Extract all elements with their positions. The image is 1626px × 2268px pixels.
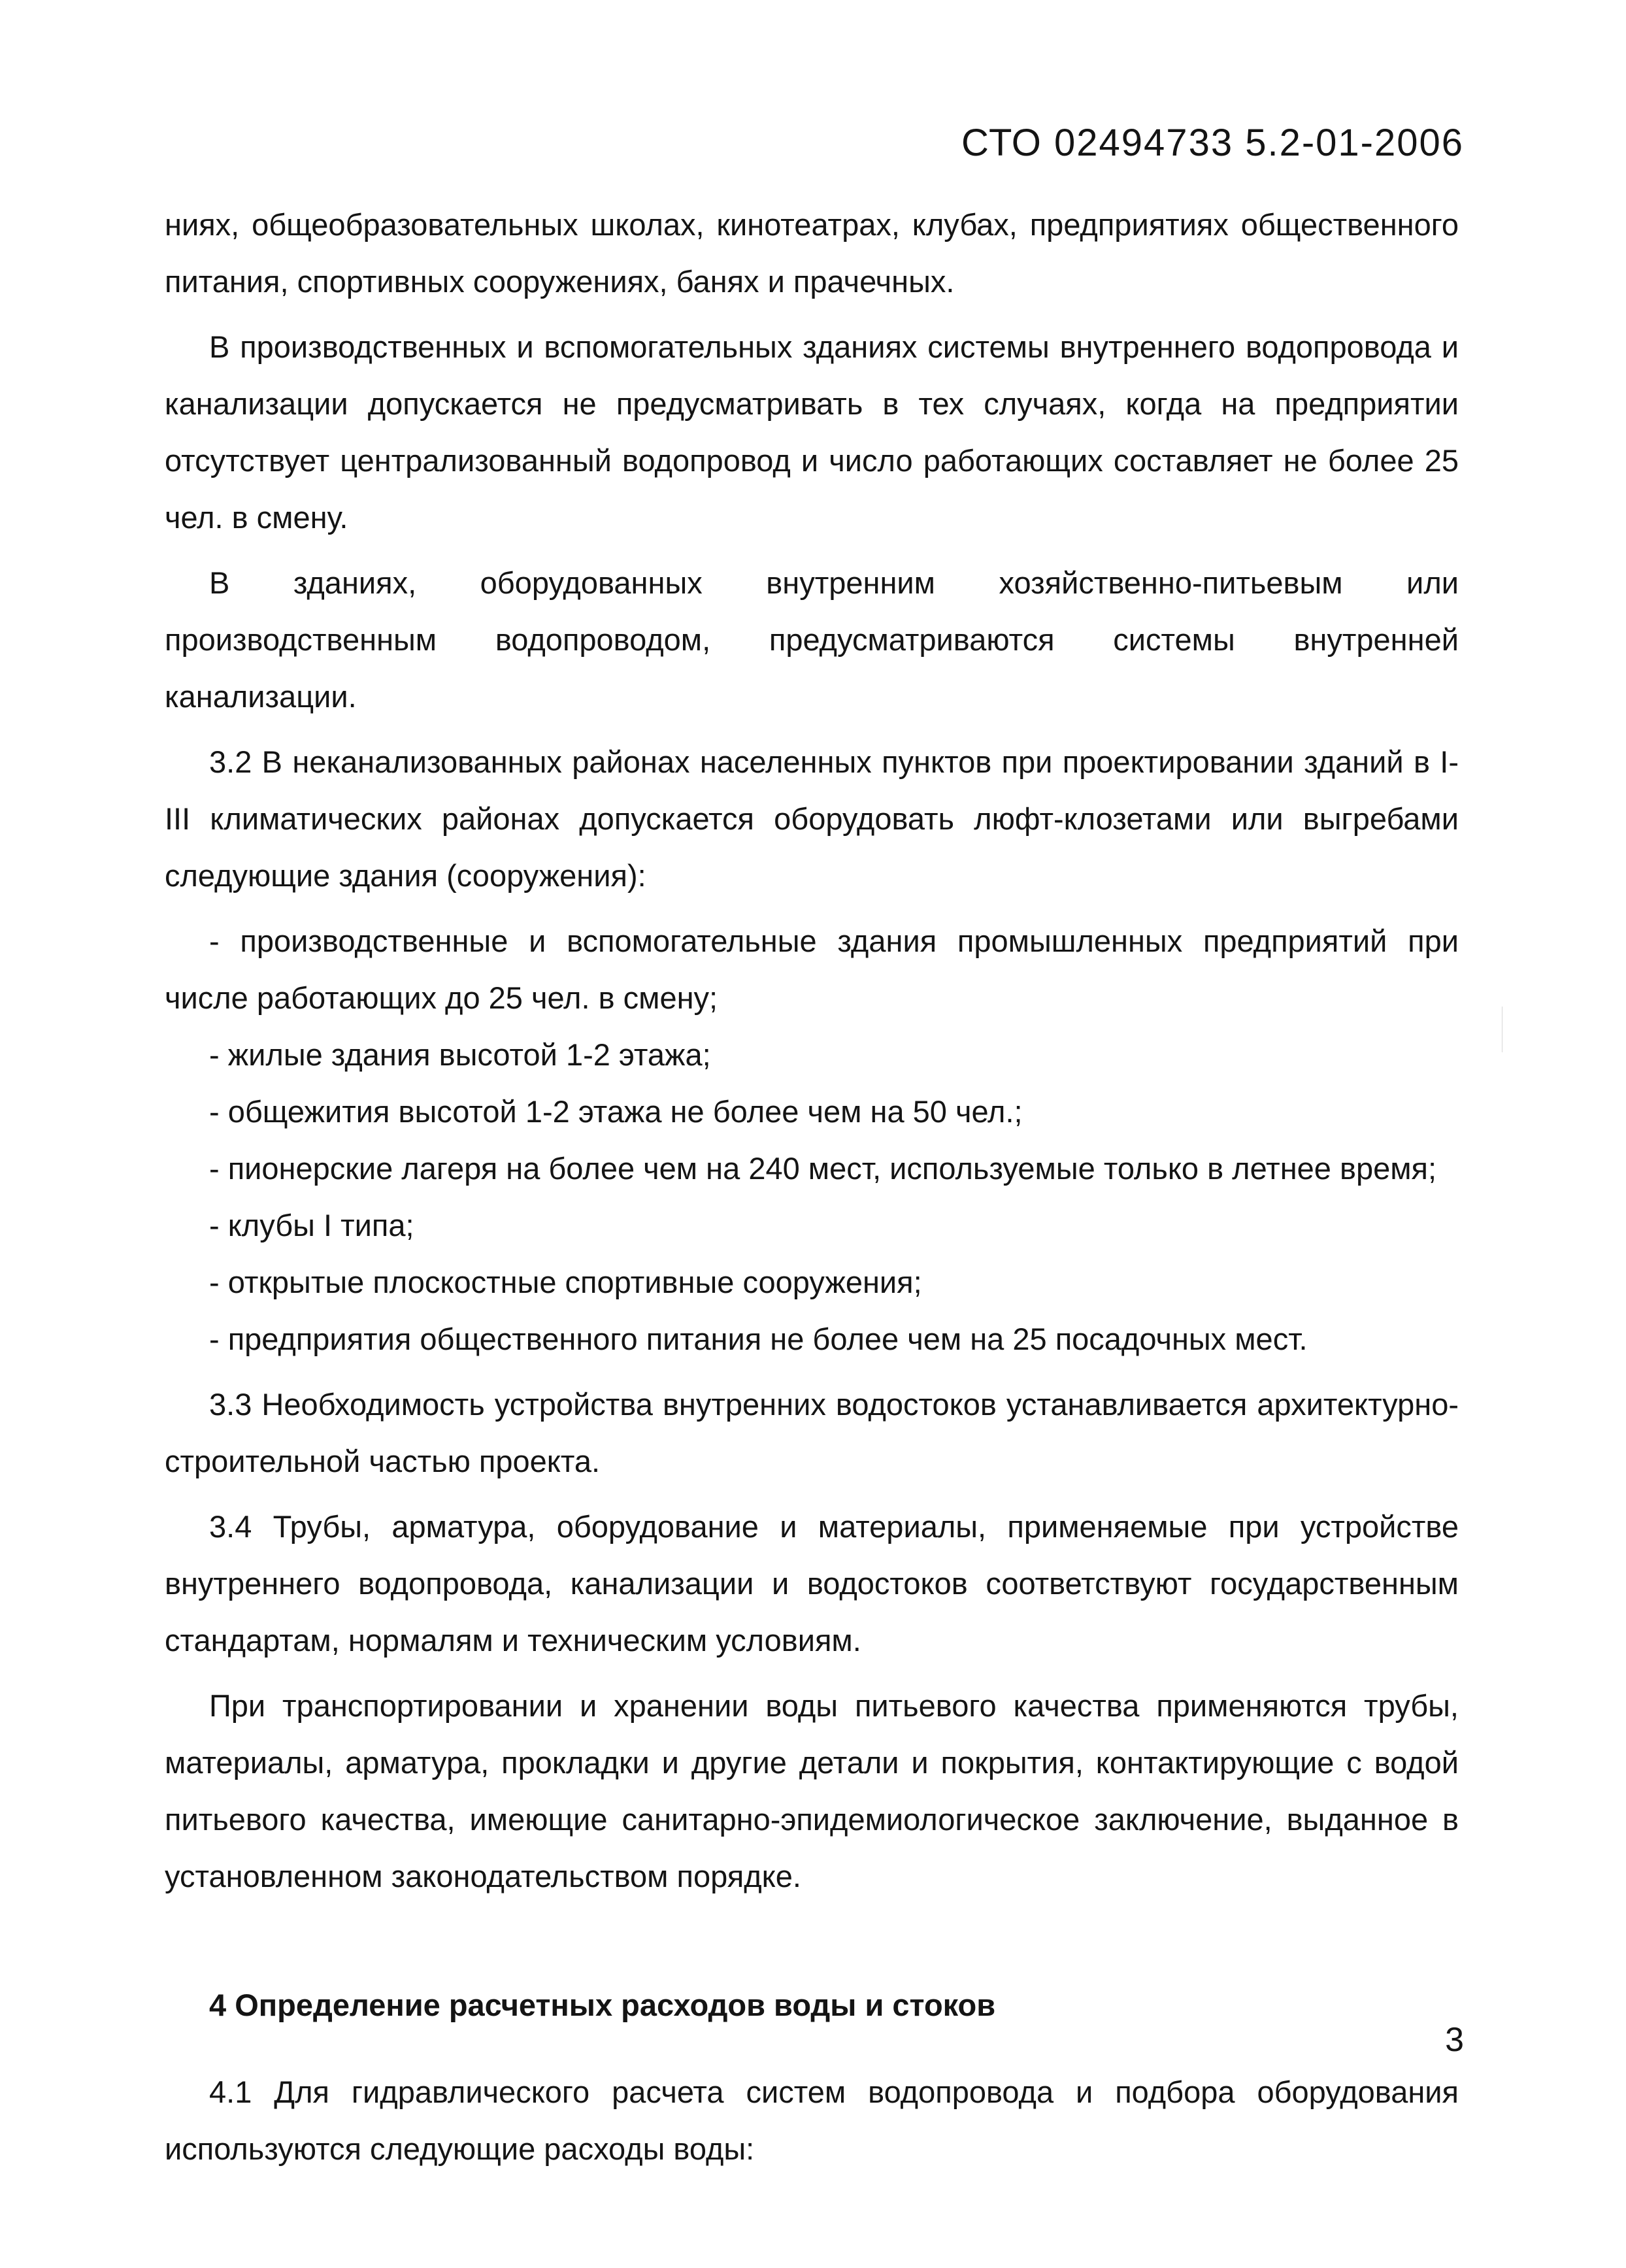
- paragraph-continuation: ниях, общеобразовательных школах, кинотеатрах, клубах, предприятиях общественного питания, спортивных сооружениях, банях и прачечных.: [165, 207, 1459, 299]
- paragraph-clause-3-2: 3.2 В неканализованных районах населенных пунктов при проектировании зданий в I-III климатических районах допускается оборудовать люфт-клозетами или выгребами следующие здания (сооружения):: [165, 744, 1459, 893]
- section-heading: 4 Определение расчетных расходов воды и стоков: [209, 1988, 996, 2022]
- document-code-header: СТО 02494733 5.2-01-2006: [961, 122, 1464, 164]
- list-item: - клубы I типа;: [209, 1208, 414, 1242]
- paragraph-clause-4-1: 4.1 Для гидравлического расчета систем водопровода и подбора оборудования используются следующие расходы воды:: [165, 2075, 1459, 2166]
- list-item: - жилые здания высотой 1-2 этажа;: [209, 1037, 711, 1072]
- list-item: - предприятия общественного питания не более чем на 25 посадочных мест.: [209, 1322, 1308, 1356]
- paragraph-clause-3-4: 3.4 Трубы, арматура, оборудование и материалы, применяемые при устройстве внутреннего водопровода, канализации и водостоков соответствуют государственным стандартам, нормалям и техническим условиям.: [165, 1509, 1459, 1658]
- paragraph: В производственных и вспомогательных зданиях системы внутреннего водопровода и канализации допускается не предусматривать в тех случаях, когда на предприятии отсутствует централизованный водопровод и число работающих составляет не более 25 чел. в смену.: [165, 329, 1459, 535]
- paragraph-clause-3-3: 3.3 Необходимость устройства внутренних водостоков устанавливается архитектурно-строительной частью проекта.: [165, 1387, 1459, 1478]
- document-body: [165, 196, 1459, 2186]
- list-item: - открытые плоскостные спортивные сооружения;: [209, 1265, 922, 1299]
- list-item: - общежития высотой 1-2 этажа не более чем на 50 чел.;: [209, 1094, 1023, 1129]
- paragraph: При транспортировании и хранении воды питьевого качества применяются трубы, материалы, арматура, прокладки и другие детали и покрытия, контактирующие с водой питьевого качества, имеющие санитарно-эпидемиологическое заключение, выданное в установленном законодательством порядке.: [165, 1688, 1459, 1893]
- page-number: 3: [1445, 2021, 1464, 2059]
- list-item: - пионерские лагеря на более чем на 240 мест, используемые только в летнее время;: [209, 1151, 1437, 1186]
- paragraph: В зданиях, оборудованных внутренним хозяйственно-питьевым или производственным водопроводом, предусматриваются системы внутренней канализации.: [165, 565, 1459, 714]
- list-item: - производственные и вспомогательные здания промышленных предприятий при числе работающих до 25 чел. в смену;: [165, 924, 1459, 1015]
